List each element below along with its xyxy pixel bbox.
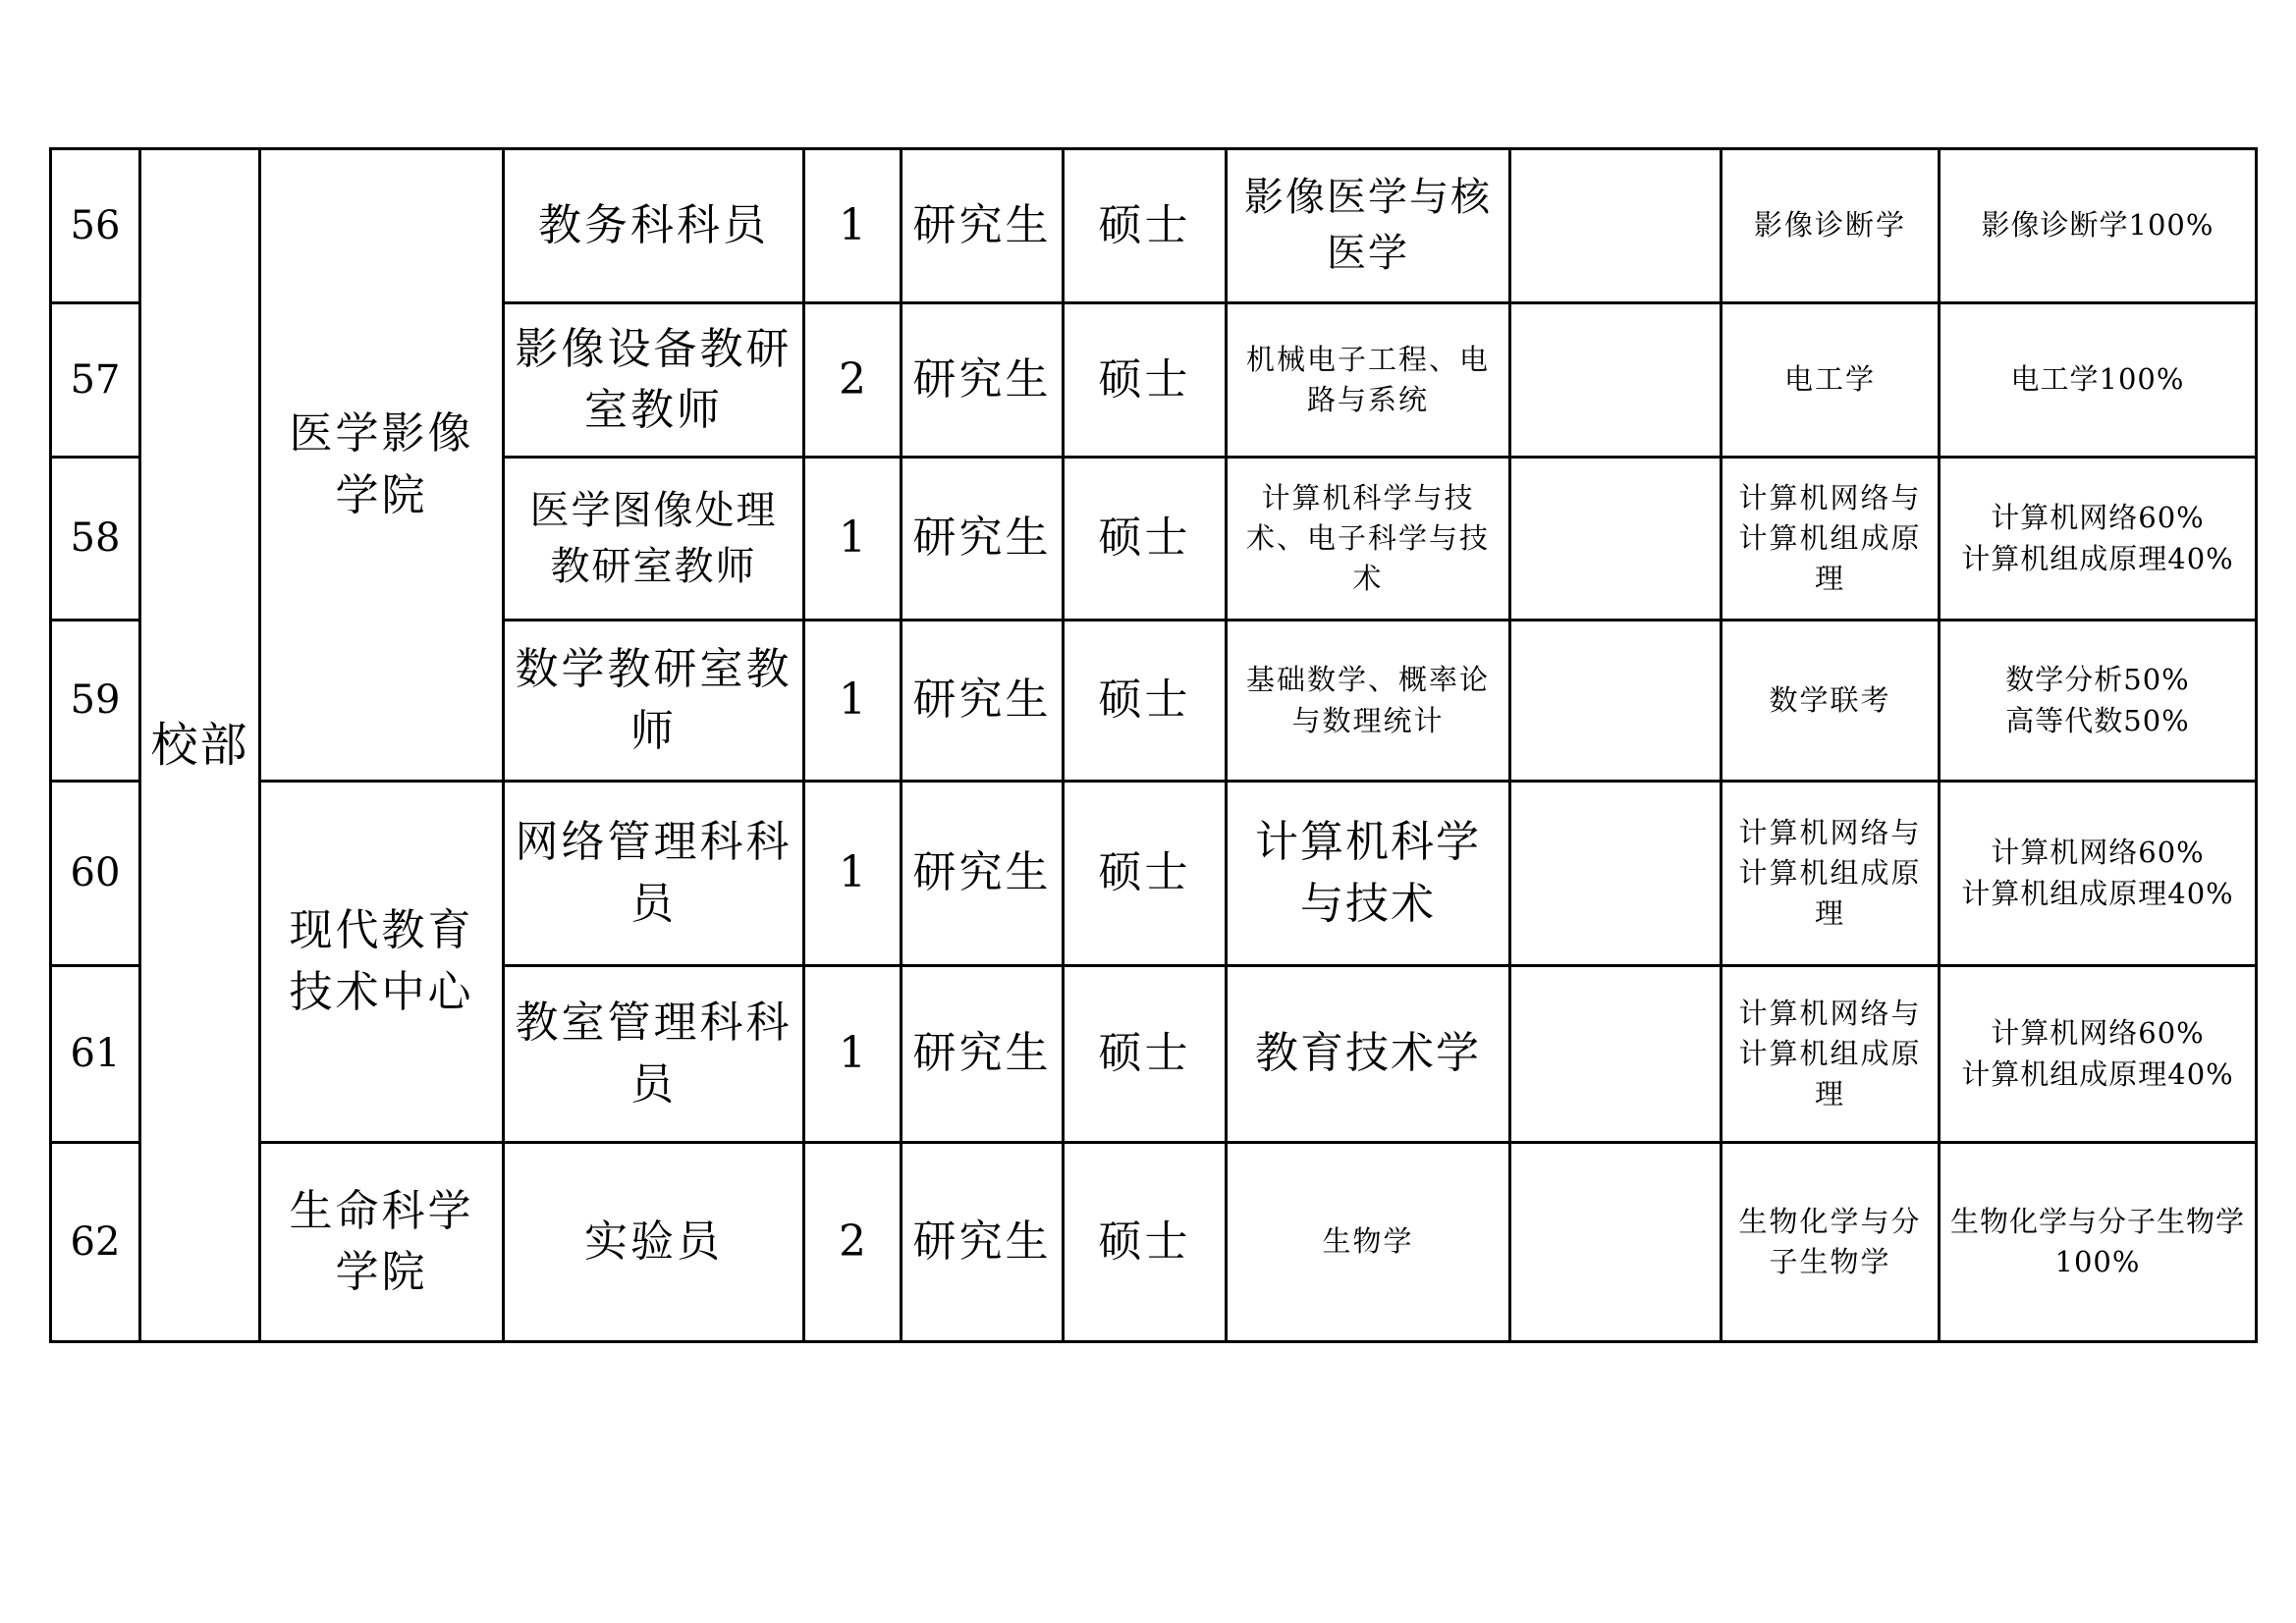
exam-subject-cell: 数学联考 [1722,621,1940,782]
exam-subject-cell: 计算机网络与计算机组成原理 [1722,458,1940,621]
unit-cell: 校部 [140,149,260,1342]
education-cell: 研究生 [902,458,1064,621]
empty-cell [1510,458,1722,621]
ratio-line: 电工学100% [2010,362,2185,397]
exam-ratio-cell [1940,1143,2257,1342]
row-number: 62 [51,1143,140,1342]
exam-ratio-cell [1940,458,2257,621]
row-number: 58 [51,458,140,621]
post-cell: 医学图像处理教研室教师 [504,458,804,621]
row-number: 56 [51,149,140,303]
post-cell: 网络管理科科员 [504,782,804,966]
count-cell: 2 [804,1143,902,1342]
empty-cell [1510,303,1722,458]
degree-cell: 硕士 [1064,149,1227,303]
exam-subject-cell: 生物化学与分子生物学 [1722,1143,1940,1342]
recruitment-table [49,147,2258,1343]
count-cell: 1 [804,782,902,966]
exam-ratio-cell [1940,149,2257,303]
degree-cell: 硕士 [1064,782,1227,966]
ratio-line: 数学分析50% [2005,663,2190,697]
major-cell: 教育技术学 [1227,966,1510,1143]
ratio-line: 计算机组成原理40% [1961,876,2234,910]
table-row [51,1143,2257,1342]
exam-subject-cell: 计算机网络与计算机组成原理 [1722,966,1940,1143]
count-cell: 1 [804,621,902,782]
education-cell: 研究生 [902,782,1064,966]
major-cell: 影像医学与核医学 [1227,149,1510,303]
exam-ratio-cell [1940,782,2257,966]
count-cell: 1 [804,966,902,1143]
degree-cell: 硕士 [1064,458,1227,621]
department-cell: 生命科学学院 [260,1143,504,1342]
education-cell: 研究生 [902,621,1064,782]
ratio-line: 计算机网络60% [1991,1016,2205,1051]
empty-cell [1510,966,1722,1143]
table-row [51,149,2257,303]
education-cell: 研究生 [902,966,1064,1143]
ratio-line: 计算机网络60% [1991,501,2205,535]
empty-cell [1510,1143,1722,1342]
row-number: 61 [51,966,140,1143]
degree-cell: 硕士 [1064,303,1227,458]
ratio-line: 生物化学与分子生物学100% [1949,1204,2245,1278]
education-cell: 研究生 [902,149,1064,303]
count-cell: 1 [804,458,902,621]
exam-ratio-cell [1940,621,2257,782]
exam-ratio-cell [1940,303,2257,458]
empty-cell [1510,621,1722,782]
post-cell: 教务科科员 [504,149,804,303]
post-cell: 数学教研室教师 [504,621,804,782]
table-row [51,782,2257,966]
major-cell: 机械电子工程、电路与系统 [1227,303,1510,458]
post-cell: 教室管理科科员 [504,966,804,1143]
education-cell: 研究生 [902,303,1064,458]
ratio-line: 高等代数50% [2005,703,2190,737]
exam-ratio-cell [1940,966,2257,1143]
major-cell: 计算机科学与技术、电子科学与技术 [1227,458,1510,621]
row-number: 59 [51,621,140,782]
degree-cell: 硕士 [1064,621,1227,782]
count-cell: 1 [804,149,902,303]
empty-cell [1510,782,1722,966]
degree-cell: 硕士 [1064,966,1227,1143]
ratio-line: 计算机组成原理40% [1961,1056,2234,1091]
exam-subject-cell: 影像诊断学 [1722,149,1940,303]
major-cell: 计算机科学与技术 [1227,782,1510,966]
empty-cell [1510,149,1722,303]
row-number: 57 [51,303,140,458]
ratio-line: 计算机组成原理40% [1961,541,2234,575]
exam-subject-cell: 计算机网络与计算机组成原理 [1722,782,1940,966]
ratio-line: 影像诊断学100% [1981,208,2214,243]
post-cell: 实验员 [504,1143,804,1342]
exam-subject-cell: 电工学 [1722,303,1940,458]
count-cell: 2 [804,303,902,458]
major-cell: 基础数学、概率论与数理统计 [1227,621,1510,782]
row-number: 60 [51,782,140,966]
post-cell: 影像设备教研室教师 [504,303,804,458]
education-cell: 研究生 [902,1143,1064,1342]
department-cell: 现代教育技术中心 [260,782,504,1143]
ratio-line: 计算机网络60% [1991,836,2205,870]
major-cell: 生物学 [1227,1143,1510,1342]
degree-cell: 硕士 [1064,1143,1227,1342]
department-cell: 医学影像学院 [260,149,504,782]
